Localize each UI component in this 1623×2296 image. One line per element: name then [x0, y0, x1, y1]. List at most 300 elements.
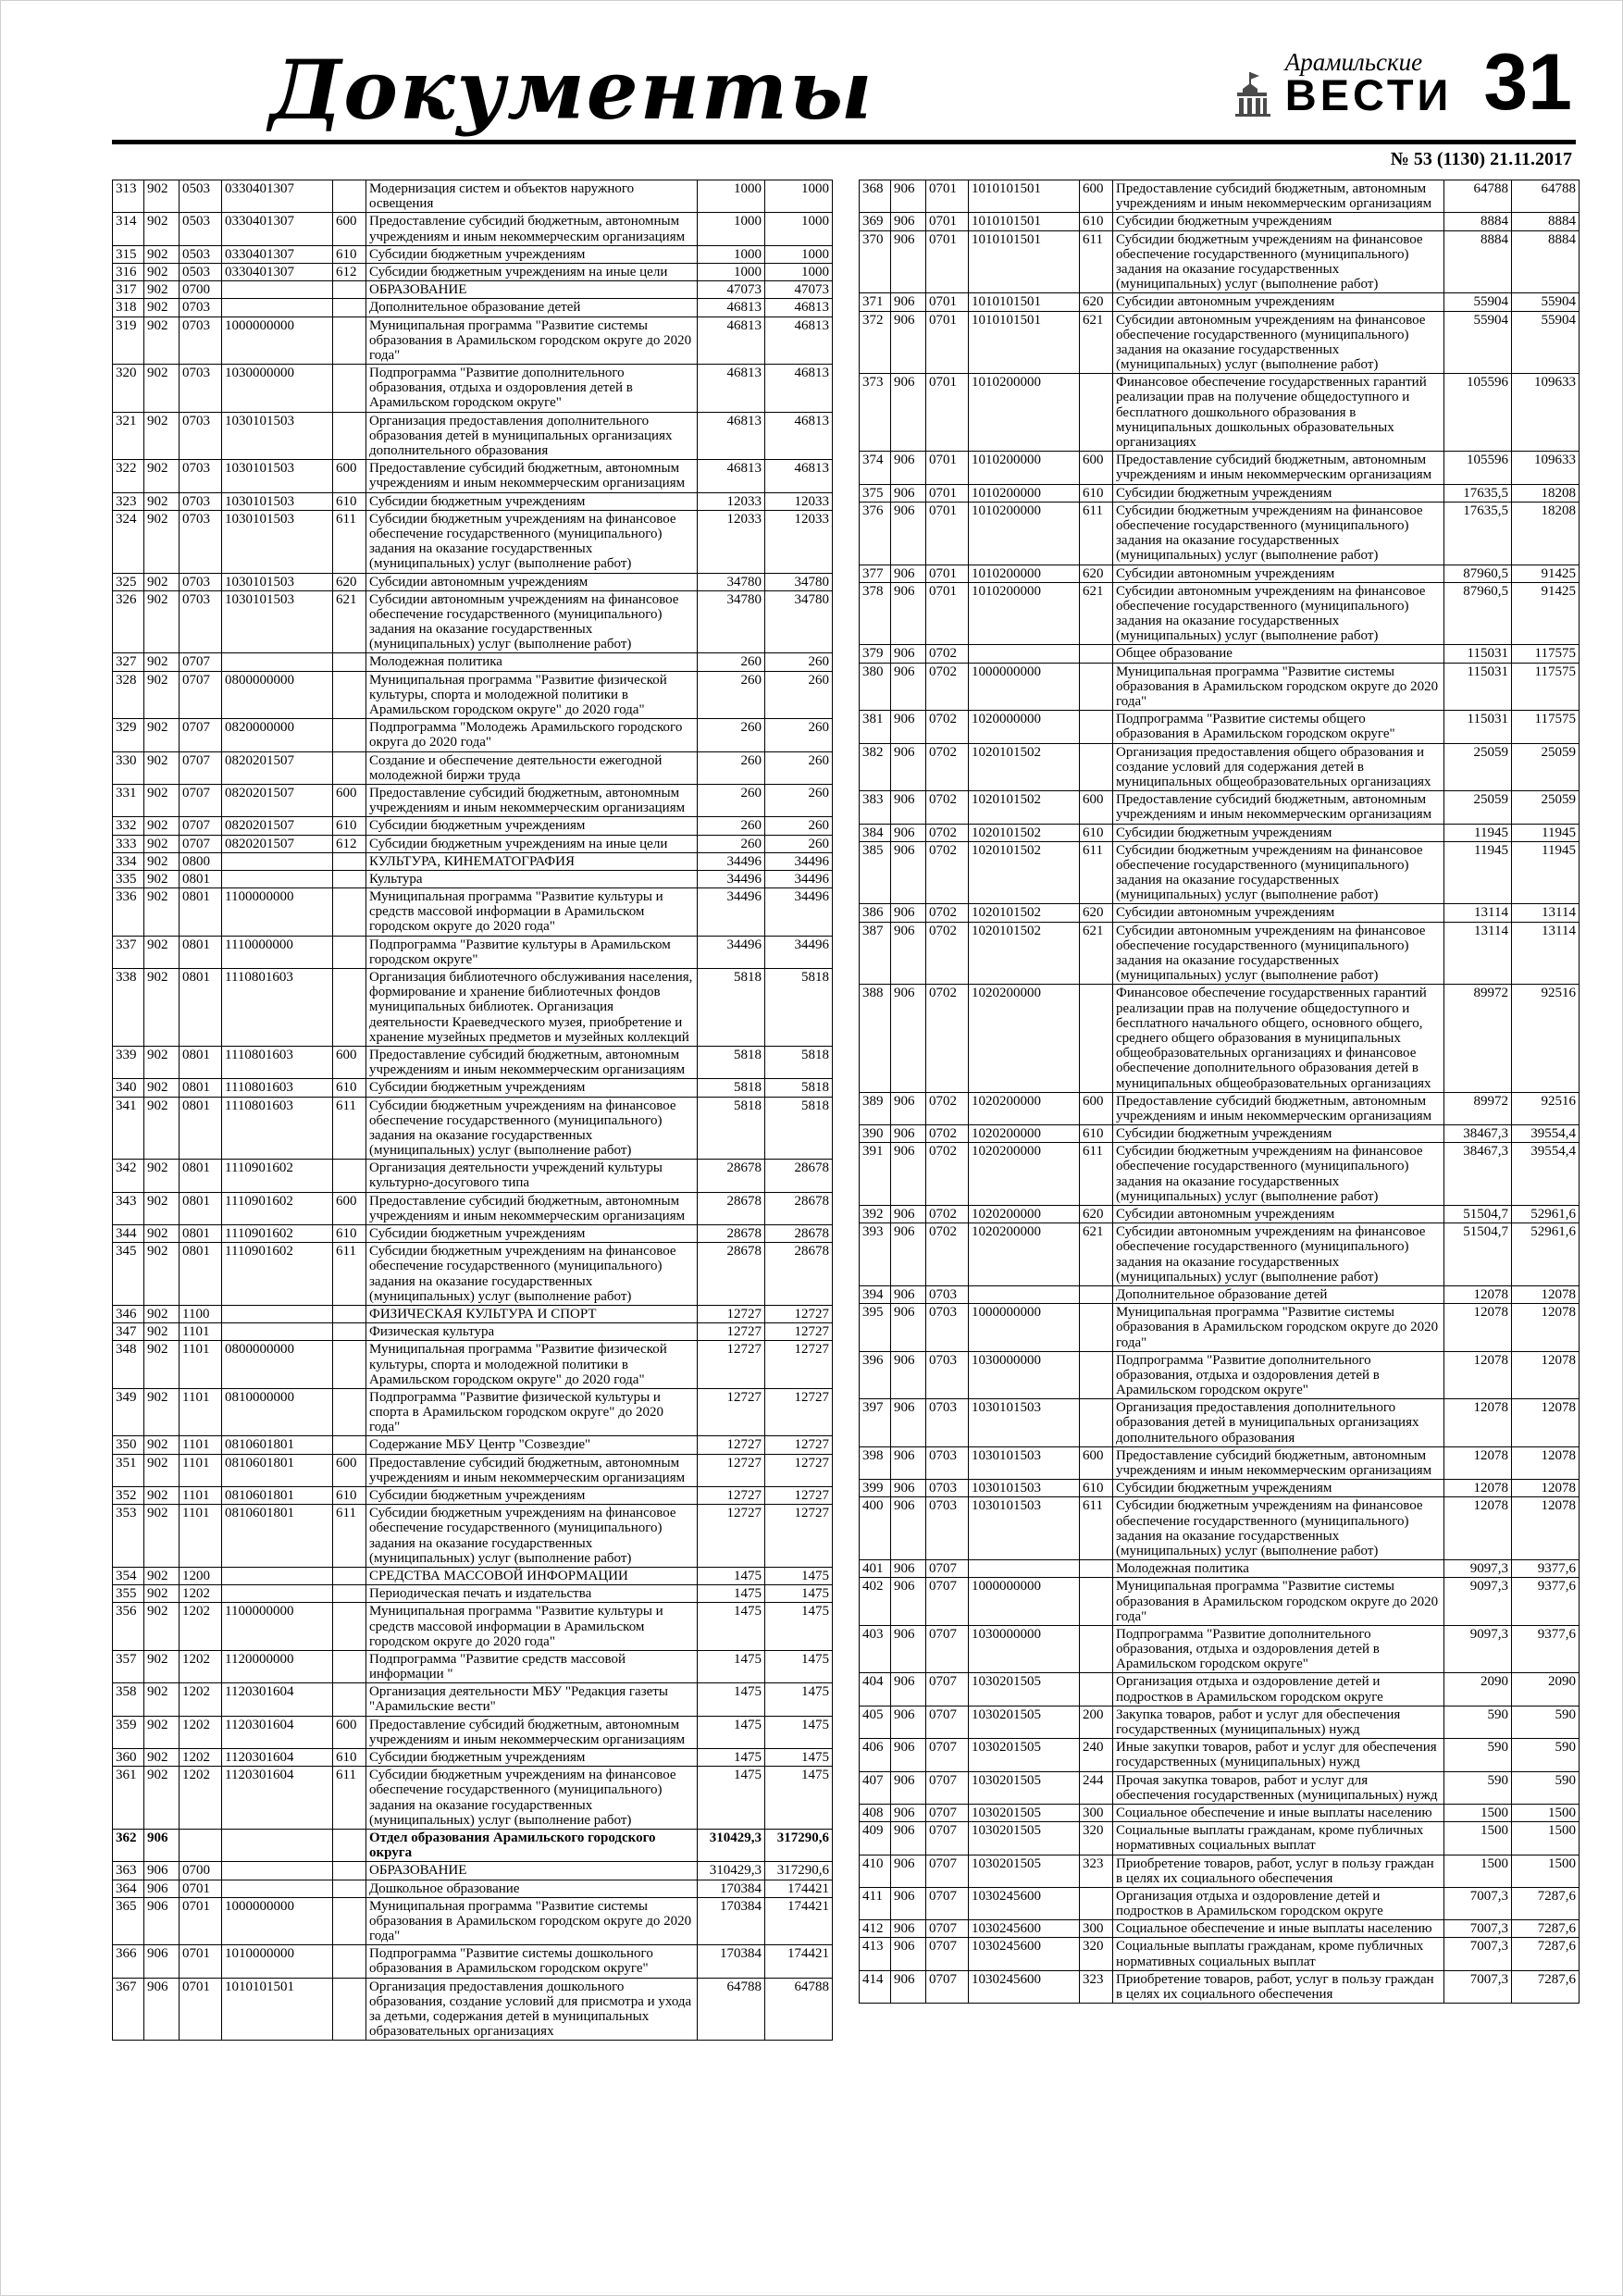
- amount-1-cell: 12078: [1444, 1399, 1512, 1447]
- grbs-code-cell: 902: [144, 870, 180, 887]
- expense-name-cell: Финансовое обеспечение государственных гарантий реализации прав на получение общедоступного и бесплатного начального общего, основного общего, среднего общего образования в муниципальных общеобразовательных организациях и финансовое обеспечение дополнительного образования детей в муниципальных общеобразовательных организациях: [1113, 985, 1444, 1092]
- amount-2-cell: 9377,6: [1512, 1578, 1580, 1626]
- grbs-code-cell: 902: [144, 1192, 180, 1224]
- amount-2-cell: 590: [1512, 1771, 1580, 1804]
- table-row: [860, 1673, 1580, 1706]
- target-article-cell: 1030101503: [222, 590, 333, 653]
- row-number-cell: 345: [113, 1243, 144, 1306]
- expense-name-cell: Периодическая печать и издательства: [366, 1585, 698, 1603]
- amount-2-cell: 7287,6: [1512, 1887, 1580, 1919]
- amount-1-cell: 46813: [698, 365, 765, 413]
- section-code-cell: 0801: [180, 888, 222, 937]
- table-row: [860, 1446, 1580, 1479]
- expense-name-cell: Субсидии автономным учреждениям: [366, 573, 698, 590]
- table-row: [860, 922, 1580, 985]
- amount-1-cell: 51504,7: [1444, 1223, 1512, 1286]
- expense-type-cell: [333, 969, 366, 1047]
- budget-table-right-column: [859, 180, 1580, 2004]
- table-row: [113, 1192, 833, 1224]
- expense-name-cell: Подпрограмма "Развитие системы дошкольного образования в Арамильском городском округе": [366, 1945, 698, 1978]
- grbs-code-cell: 902: [144, 510, 180, 573]
- expense-name-cell: Организация деятельности МБУ "Редакция газеты "Арамильские вести": [366, 1683, 698, 1716]
- grbs-code-cell: 902: [144, 1046, 180, 1078]
- target-article-cell: 1100000000: [222, 888, 333, 937]
- amount-1-cell: 28678: [698, 1243, 765, 1306]
- section-code-cell: 0701: [926, 293, 969, 311]
- grbs-code-cell: 902: [144, 1505, 180, 1568]
- grbs-code-cell: 906: [891, 502, 926, 565]
- expense-type-cell: 244: [1080, 1771, 1113, 1804]
- newspaper-name-bottom: ВЕСТИ: [1284, 70, 1453, 120]
- row-number-cell: 370: [860, 230, 891, 293]
- table-row: [113, 1650, 833, 1682]
- amount-1-cell: 1475: [698, 1749, 765, 1767]
- row-number-cell: 337: [113, 936, 144, 968]
- amount-2-cell: 11945: [1512, 841, 1580, 904]
- target-article-cell: 0810601801: [222, 1487, 333, 1505]
- amount-2-cell: 1000: [765, 263, 833, 280]
- expense-name-cell: Дошкольное образование: [366, 1880, 698, 1897]
- row-number-cell: 402: [860, 1578, 891, 1626]
- amount-1-cell: 38467,3: [1444, 1143, 1512, 1206]
- row-number-cell: 327: [113, 653, 144, 671]
- section-code-cell: 0702: [926, 1092, 969, 1124]
- row-number-cell: 401: [860, 1560, 891, 1578]
- expense-name-cell: Субсидии бюджетным учреждениям: [366, 492, 698, 510]
- amount-2-cell: 11945: [1512, 824, 1580, 841]
- table-row: [860, 1399, 1580, 1447]
- expense-name-cell: Муниципальная программа "Развитие системы образования в Арамильском городском округе до 2020 года": [1113, 663, 1444, 711]
- expense-type-cell: 323: [1080, 1970, 1113, 2003]
- table-row: [113, 1567, 833, 1584]
- expense-type-cell: 611: [333, 1243, 366, 1306]
- target-article-cell: 1020101502: [969, 824, 1080, 841]
- amount-1-cell: 1500: [1444, 1855, 1512, 1887]
- amount-2-cell: 1475: [765, 1716, 833, 1748]
- section-code-cell: 0801: [180, 1097, 222, 1160]
- row-number-cell: 380: [860, 663, 891, 711]
- expense-name-cell: Субсидии автономным учреждениям: [1113, 293, 1444, 311]
- amount-2-cell: 34496: [765, 888, 833, 937]
- expense-name-cell: Организация отдыха и оздоровление детей и подростков в Арамильском городском округе: [1113, 1673, 1444, 1706]
- table-row: [113, 969, 833, 1047]
- amount-1-cell: 17635,5: [1444, 484, 1512, 502]
- grbs-code-cell: 906: [891, 1578, 926, 1626]
- amount-2-cell: 317290,6: [765, 1862, 833, 1880]
- amount-1-cell: 46813: [698, 460, 765, 492]
- expense-type-cell: 611: [1080, 230, 1113, 293]
- amount-2-cell: 117575: [1512, 645, 1580, 663]
- amount-2-cell: 109633: [1512, 452, 1580, 484]
- table-row: [113, 751, 833, 784]
- target-article-cell: 1030101503: [222, 510, 333, 573]
- expense-type-cell: [333, 299, 366, 316]
- amount-2-cell: 28678: [765, 1160, 833, 1192]
- amount-2-cell: 64788: [765, 1978, 833, 2041]
- table-row: [860, 1143, 1580, 1206]
- amount-2-cell: 18208: [1512, 484, 1580, 502]
- expense-name-cell: Предоставление субсидий бюджетным, автономным учреждениям и иным некоммерческим организациям: [366, 784, 698, 816]
- target-article-cell: 1120000000: [222, 1650, 333, 1682]
- grbs-code-cell: 906: [891, 645, 926, 663]
- target-article-cell: 1010101501: [969, 213, 1080, 230]
- section-code-cell: 0702: [926, 663, 969, 711]
- row-number-cell: 409: [860, 1822, 891, 1855]
- grbs-code-cell: 906: [891, 180, 926, 213]
- expense-type-cell: [1080, 1399, 1113, 1447]
- expense-name-cell: Субсидии бюджетным учреждениям на финансовое обеспечение государственного (муниципального) задания на оказание государственных (муниципальных) услуг (выполнение работ): [366, 1505, 698, 1568]
- row-number-cell: 343: [113, 1192, 144, 1224]
- table-row: [113, 1585, 833, 1603]
- row-number-cell: 333: [113, 835, 144, 852]
- row-number-cell: 389: [860, 1092, 891, 1124]
- amount-1-cell: 46813: [698, 299, 765, 316]
- grbs-code-cell: 906: [891, 1920, 926, 1938]
- grbs-code-cell: 906: [891, 663, 926, 711]
- table-row: [113, 590, 833, 653]
- amount-2-cell: 46813: [765, 365, 833, 413]
- row-number-cell: 330: [113, 751, 144, 784]
- row-number-cell: 397: [860, 1399, 891, 1447]
- expense-type-cell: [333, 365, 366, 413]
- row-number-cell: 367: [113, 1978, 144, 2041]
- grbs-code-cell: 906: [891, 1970, 926, 2003]
- amount-2-cell: 47073: [765, 281, 833, 299]
- amount-1-cell: 7007,3: [1444, 1970, 1512, 2003]
- amount-2-cell: 46813: [765, 316, 833, 365]
- grbs-code-cell: 906: [144, 1945, 180, 1978]
- newspaper-name: [1284, 48, 1453, 120]
- newspaper-emblem-icon: [1232, 70, 1272, 117]
- amount-1-cell: 34496: [698, 888, 765, 937]
- expense-type-cell: 610: [333, 492, 366, 510]
- grbs-code-cell: 906: [891, 1739, 926, 1771]
- row-number-cell: 344: [113, 1225, 144, 1243]
- amount-2-cell: 25059: [1512, 791, 1580, 824]
- row-number-cell: 357: [113, 1650, 144, 1682]
- amount-1-cell: 34496: [698, 852, 765, 870]
- expense-type-cell: [1080, 1304, 1113, 1352]
- target-article-cell: 0810000000: [222, 1388, 333, 1436]
- table-row: [113, 1079, 833, 1097]
- section-code-cell: 0707: [180, 835, 222, 852]
- amount-1-cell: 170384: [698, 1880, 765, 1897]
- amount-1-cell: 1475: [698, 1585, 765, 1603]
- grbs-code-cell: 906: [144, 1862, 180, 1880]
- section-code-cell: 1202: [180, 1749, 222, 1767]
- expense-type-cell: [1080, 374, 1113, 452]
- amount-2-cell: 55904: [1512, 293, 1580, 311]
- amount-1-cell: 8884: [1444, 213, 1512, 230]
- target-article-cell: 1010101501: [969, 230, 1080, 293]
- table-row: [113, 1862, 833, 1880]
- amount-1-cell: 8884: [1444, 230, 1512, 293]
- amount-2-cell: 13114: [1512, 922, 1580, 985]
- expense-type-cell: 610: [333, 245, 366, 263]
- expense-name-cell: Субсидии бюджетным учреждениям на финансовое обеспечение государственного (муниципального) задания на оказание государственных (муниципальных) услуг (выполнение работ): [366, 1243, 698, 1306]
- expense-type-cell: [1080, 711, 1113, 743]
- amount-2-cell: 18208: [1512, 502, 1580, 565]
- expense-type-cell: 610: [333, 817, 366, 835]
- grbs-code-cell: 906: [891, 841, 926, 904]
- expense-type-cell: 600: [1080, 1092, 1113, 1124]
- table-row: [113, 1978, 833, 2041]
- section-code-cell: 0702: [926, 985, 969, 1092]
- table-row: [113, 460, 833, 492]
- section-code-cell: 0707: [180, 751, 222, 784]
- amount-2-cell: 52961,6: [1512, 1223, 1580, 1286]
- amount-2-cell: 13114: [1512, 904, 1580, 922]
- amount-2-cell: 12727: [765, 1341, 833, 1389]
- target-article-cell: 1110000000: [222, 936, 333, 968]
- amount-2-cell: 117575: [1512, 711, 1580, 743]
- amount-2-cell: 1475: [765, 1683, 833, 1716]
- row-number-cell: 372: [860, 311, 891, 374]
- target-article-cell: 1020000000: [969, 711, 1080, 743]
- expense-name-cell: Муниципальная программа "Развитие системы образования в Арамильском городском округе до 2020 года": [1113, 1578, 1444, 1626]
- amount-1-cell: 55904: [1444, 311, 1512, 374]
- section-code-cell: 0702: [926, 743, 969, 791]
- amount-1-cell: 115031: [1444, 663, 1512, 711]
- section-code-cell: 0801: [180, 1225, 222, 1243]
- grbs-code-cell: 906: [891, 484, 926, 502]
- expense-name-cell: Предоставление субсидий бюджетным, автономным учреждениям и иным некоммерческим организациям: [366, 1192, 698, 1224]
- expense-name-cell: Модернизация систем и объектов наружного освещения: [366, 180, 698, 213]
- expense-type-cell: [333, 1436, 366, 1454]
- section-code-cell: 0701: [180, 1945, 222, 1978]
- expense-type-cell: 600: [1080, 791, 1113, 824]
- amount-1-cell: 115031: [1444, 711, 1512, 743]
- amount-2-cell: 590: [1512, 1739, 1580, 1771]
- grbs-code-cell: 902: [144, 1567, 180, 1584]
- expense-type-cell: 621: [333, 590, 366, 653]
- amount-1-cell: 1000: [698, 263, 765, 280]
- section-code-cell: 0703: [180, 510, 222, 573]
- expense-type-cell: 610: [333, 1225, 366, 1243]
- row-number-cell: 411: [860, 1887, 891, 1919]
- amount-1-cell: 1500: [1444, 1804, 1512, 1821]
- target-article-cell: 1010200000: [969, 502, 1080, 565]
- section-code-cell: 0707: [926, 1578, 969, 1626]
- grbs-code-cell: 902: [144, 492, 180, 510]
- section-code-cell: 0801: [180, 1243, 222, 1306]
- document-columns: [112, 180, 1576, 2041]
- target-article-cell: 1110901602: [222, 1192, 333, 1224]
- amount-1-cell: 1475: [698, 1567, 765, 1584]
- section-code-cell: 0707: [926, 1970, 969, 2003]
- expense-name-cell: Субсидии бюджетным учреждениям на финансовое обеспечение государственного (муниципального) задания на оказание государственных (муниципальных) услуг (выполнение работ): [366, 1097, 698, 1160]
- amount-2-cell: 5818: [765, 1097, 833, 1160]
- target-article-cell: 1020200000: [969, 1125, 1080, 1143]
- amount-1-cell: 28678: [698, 1192, 765, 1224]
- amount-2-cell: 52961,6: [1512, 1206, 1580, 1223]
- table-row: [113, 1046, 833, 1078]
- expense-type-cell: [333, 1388, 366, 1436]
- table-row: [860, 1092, 1580, 1124]
- expense-type-cell: 610: [1080, 484, 1113, 502]
- target-article-cell: [222, 1829, 333, 1861]
- table-row: [860, 452, 1580, 484]
- target-article-cell: 1020200000: [969, 1092, 1080, 1124]
- row-number-cell: 322: [113, 460, 144, 492]
- row-number-cell: 332: [113, 817, 144, 835]
- amount-2-cell: 12727: [765, 1436, 833, 1454]
- table-row: [113, 492, 833, 510]
- amount-2-cell: 1000: [765, 180, 833, 213]
- amount-2-cell: 7287,6: [1512, 1970, 1580, 2003]
- expense-type-cell: 620: [1080, 1206, 1113, 1223]
- amount-1-cell: 1475: [698, 1603, 765, 1651]
- table-row: [113, 1880, 833, 1897]
- amount-2-cell: 260: [765, 835, 833, 852]
- table-row: [860, 791, 1580, 824]
- grbs-code-cell: 906: [891, 1446, 926, 1479]
- table-row: [860, 1480, 1580, 1497]
- expense-type-cell: [333, 671, 366, 719]
- amount-2-cell: 260: [765, 653, 833, 671]
- target-article-cell: 1030201505: [969, 1855, 1080, 1887]
- section-code-cell: 0701: [926, 452, 969, 484]
- table-row: [113, 213, 833, 245]
- amount-2-cell: 12033: [765, 510, 833, 573]
- row-number-cell: 388: [860, 985, 891, 1092]
- expense-name-cell: Муниципальная программа "Развитие физической культуры, спорта и молодежной политики в Арамильском городском округе" до 2020 года": [366, 671, 698, 719]
- row-number-cell: 391: [860, 1143, 891, 1206]
- grbs-code-cell: 906: [891, 452, 926, 484]
- row-number-cell: 364: [113, 1880, 144, 1897]
- amount-1-cell: 1000: [698, 213, 765, 245]
- section-code-cell: 0801: [180, 969, 222, 1047]
- grbs-code-cell: 902: [144, 573, 180, 590]
- target-article-cell: 0800000000: [222, 671, 333, 719]
- table-row: [860, 180, 1580, 213]
- target-article-cell: 1030000000: [969, 1625, 1080, 1673]
- amount-1-cell: 87960,5: [1444, 582, 1512, 645]
- table-row: [860, 1771, 1580, 1804]
- expense-type-cell: [1080, 645, 1113, 663]
- amount-1-cell: 12727: [698, 1305, 765, 1322]
- target-article-cell: [222, 299, 333, 316]
- table-row: [113, 573, 833, 590]
- expense-type-cell: [333, 1323, 366, 1341]
- section-code-cell: 0801: [180, 1160, 222, 1192]
- grbs-code-cell: 906: [891, 985, 926, 1092]
- expense-type-cell: 600: [1080, 1446, 1113, 1479]
- grbs-code-cell: 902: [144, 1767, 180, 1830]
- amount-1-cell: 5818: [698, 969, 765, 1047]
- row-number-cell: 369: [860, 213, 891, 230]
- row-number-cell: 413: [860, 1938, 891, 1970]
- section-code-cell: 1202: [180, 1716, 222, 1748]
- section-code-cell: 1101: [180, 1436, 222, 1454]
- expense-type-cell: [333, 653, 366, 671]
- table-row: [113, 1683, 833, 1716]
- expense-name-cell: Приобретение товаров, работ, услуг в пользу граждан в целях их социального обеспечения: [1113, 1970, 1444, 2003]
- expense-name-cell: Субсидии бюджетным учреждениям: [1113, 824, 1444, 841]
- amount-2-cell: 39554,4: [1512, 1143, 1580, 1206]
- target-article-cell: 1030245600: [969, 1920, 1080, 1938]
- table-row: [113, 316, 833, 365]
- amount-2-cell: 92516: [1512, 1092, 1580, 1124]
- section-code-cell: 0800: [180, 852, 222, 870]
- expense-type-cell: [333, 1650, 366, 1682]
- section-code-cell: 0703: [926, 1480, 969, 1497]
- table-row: [860, 1206, 1580, 1223]
- expense-type-cell: 611: [1080, 1143, 1113, 1206]
- target-article-cell: [222, 653, 333, 671]
- section-code-cell: 0702: [926, 1206, 969, 1223]
- target-article-cell: 1030101503: [222, 412, 333, 460]
- expense-name-cell: Приобретение товаров, работ, услуг в пользу граждан в целях их социального обеспечения: [1113, 1855, 1444, 1887]
- amount-1-cell: 12078: [1444, 1480, 1512, 1497]
- grbs-code-cell: 906: [891, 791, 926, 824]
- grbs-code-cell: 906: [891, 1822, 926, 1855]
- table-row: [860, 1887, 1580, 1919]
- section-code-cell: 0702: [926, 645, 969, 663]
- table-row: [860, 841, 1580, 904]
- row-number-cell: 377: [860, 565, 891, 582]
- row-number-cell: 339: [113, 1046, 144, 1078]
- table-row: [860, 293, 1580, 311]
- row-number-cell: 405: [860, 1706, 891, 1738]
- grbs-code-cell: 906: [891, 1304, 926, 1352]
- amount-1-cell: 115031: [1444, 645, 1512, 663]
- amount-1-cell: 47073: [698, 281, 765, 299]
- row-number-cell: 336: [113, 888, 144, 937]
- table-row: [113, 870, 833, 887]
- expense-name-cell: Организация предоставления общего образования и создание условий для содержания детей в муниципальных общеобразовательных организациях: [1113, 743, 1444, 791]
- target-article-cell: 1020200000: [969, 1206, 1080, 1223]
- amount-2-cell: 590: [1512, 1706, 1580, 1738]
- amount-2-cell: 317290,6: [765, 1829, 833, 1861]
- amount-1-cell: 7007,3: [1444, 1887, 1512, 1919]
- amount-2-cell: 12078: [1512, 1399, 1580, 1447]
- table-row: [113, 835, 833, 852]
- amount-1-cell: 11945: [1444, 824, 1512, 841]
- section-code-cell: 0703: [180, 492, 222, 510]
- expense-type-cell: [333, 888, 366, 937]
- expense-name-cell: Муниципальная программа "Развитие физической культуры, спорта и молодежной политики в Арамильском городском округе" до 2020 года": [366, 1341, 698, 1389]
- expense-name-cell: Субсидии бюджетным учреждениям: [366, 817, 698, 835]
- target-article-cell: 1010101501: [969, 293, 1080, 311]
- row-number-cell: 406: [860, 1739, 891, 1771]
- section-code-cell: 0801: [180, 1192, 222, 1224]
- grbs-code-cell: 902: [144, 460, 180, 492]
- section-code-cell: 0702: [926, 1125, 969, 1143]
- amount-2-cell: 260: [765, 784, 833, 816]
- target-article-cell: 1110801603: [222, 969, 333, 1047]
- expense-name-cell: Субсидии бюджетным учреждениям на финансовое обеспечение государственного (муниципального) задания на оказание государственных (муниципальных) услуг (выполнение работ): [1113, 841, 1444, 904]
- grbs-code-cell: 902: [144, 365, 180, 413]
- expense-name-cell: Предоставление субсидий бюджетным, автономным учреждениям и иным некоммерческим организациям: [1113, 1092, 1444, 1124]
- target-article-cell: 1110901602: [222, 1225, 333, 1243]
- expense-name-cell: Субсидии бюджетным учреждениям: [1113, 1480, 1444, 1497]
- section-code-cell: 0702: [926, 904, 969, 922]
- grbs-code-cell: 902: [144, 180, 180, 213]
- expense-type-cell: 600: [333, 784, 366, 816]
- table-row: [860, 663, 1580, 711]
- target-article-cell: 1010101501: [222, 1978, 333, 2041]
- expense-type-cell: 200: [1080, 1706, 1113, 1738]
- row-number-cell: 323: [113, 492, 144, 510]
- amount-2-cell: 28678: [765, 1225, 833, 1243]
- table-row: [860, 904, 1580, 922]
- section-code-cell: 0707: [926, 1822, 969, 1855]
- expense-name-cell: Подпрограмма "Молодежь Арамильского городского округа до 2020 года": [366, 719, 698, 751]
- amount-1-cell: 170384: [698, 1945, 765, 1978]
- section-code-cell: 0707: [926, 1560, 969, 1578]
- target-article-cell: 1000000000: [222, 316, 333, 365]
